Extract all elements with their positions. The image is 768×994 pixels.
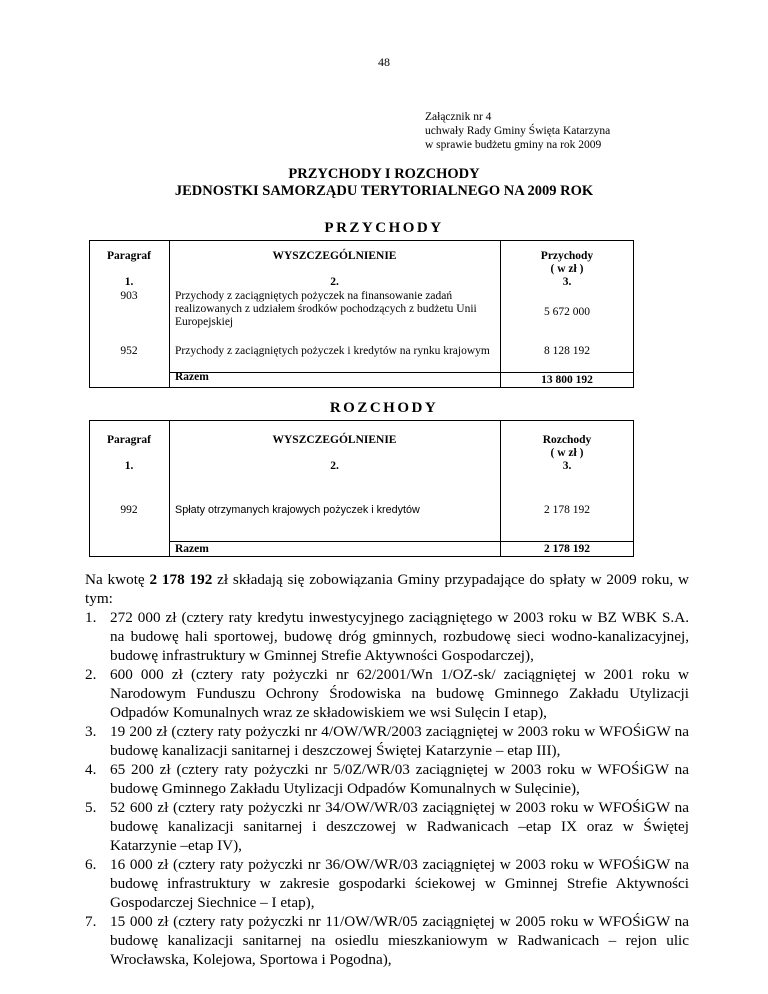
- income-col-amount-unit: ( w zł ): [550, 263, 584, 275]
- expense-col-paragraf: Paragraf: [106, 434, 152, 446]
- list-item: 1. 272 000 zł (cztery raty kredytu inwestycyjnego zaciągniętego w 2003 roku w BZ WBK S.A. na budowę hali sportowej, budowę dróg gminnych, rozbudowę sieci wodno-kanalizacyjnej, budowę infrastruktury w Gminnej Strefie Aktywności Gospodarczej),: [85, 609, 689, 664]
- income-total-label: Razem: [175, 371, 209, 383]
- document-title-line-1: PRZYCHODY I ROZCHODY: [288, 166, 480, 182]
- income-row-amount: 8 128 192: [544, 345, 590, 357]
- income-row-amount: 5 672 000: [544, 306, 590, 318]
- intro-paragraph: Na kwotę 2 178 192 zł składają się zobowiązania Gminy przypadające do spłaty w 2009 roku, w tym:: [85, 571, 689, 607]
- list-item: 7. 15 000 zł (cztery raty pożyczki nr 11/OW/WR/05 zaciągniętej w 2005 roku w WFOŚiGW na budowę kanalizacji sanitarnej na osiedlu mieszkaniowym w Radwanicach – rejon ulic Wrocławska, Kolejowa, Sportowa i Pogodna),: [85, 913, 689, 968]
- income-row-paragraf: 903: [120, 290, 138, 302]
- annex-note: [425, 110, 610, 152]
- list-item: 6. 16 000 zł (cztery raty pożyczki nr 36/OW/WR/03 zaciągniętej w 2003 roku w WFOŚiGW na budowę infrastruktury w zakresie gospodarki ściekowej w Gminnej Strefie Aktywności Gospodarczej Siechnice – I etap),: [85, 856, 689, 911]
- annex-line-1: Załącznik nr 4: [425, 111, 492, 123]
- income-num-2: 2.: [330, 276, 339, 288]
- expense-total-label: Razem: [175, 543, 209, 555]
- income-col-desc: WYSZCZEGÓLNIENIE: [272, 250, 397, 262]
- income-row-desc: Przychody z zaciągniętych pożyczek i kredytów na rynku krajowym: [175, 345, 490, 357]
- expense-col-amount: Rozchody: [542, 434, 592, 446]
- body-text: [85, 570, 689, 969]
- expense-col-desc: WYSZCZEGÓLNIENIE: [272, 434, 397, 446]
- expense-heading: ROZCHODY: [329, 400, 439, 416]
- income-row-desc: Przychody z zaciągniętych pożyczek na finansowanie zadań realizowanych z udziałem środków pochodzących z budżetu Unii Europejskiej: [175, 290, 477, 328]
- income-num-1: 1.: [124, 276, 134, 288]
- income-row-paragraf: 952: [120, 345, 138, 357]
- expense-row-paragraf: 992: [120, 504, 138, 516]
- income-num-3: 3.: [562, 276, 572, 288]
- list-item: 2. 600 000 zł (cztery raty pożyczki nr 62/2001/Wn 1/OZ-sk/ zaciągniętej w 2001 roku w Narodowym Funduszu Ochrony Środowiska na budowę Gminnego Zakładu Utylizacji Odpadów Komunalnych wraz ze składowiskiem we wsi Sulęcin I etap),: [85, 666, 689, 721]
- document-title-line-2: JEDNOSTKI SAMORZĄDU TERYTORIALNEGO NA 2009 ROK: [174, 183, 594, 199]
- expense-col-amount-unit: ( w zł ): [550, 447, 584, 459]
- list-item: 3. 19 200 zł (cztery raty pożyczki nr 4/OW/WR/2003 zaciągniętej w 2003 roku w WFOŚiGW na budowę kanalizacji sanitarnej i deszczowej Świętej Katarzynie – etap III),: [85, 723, 689, 759]
- annex-line-3: w sprawie budżetu gminy na rok 2009: [425, 139, 602, 151]
- expense-table: [89, 420, 634, 557]
- expense-total-amount: 2 178 192: [544, 543, 590, 555]
- annex-line-2: uchwały Rady Gminy Święta Katarzyna: [425, 125, 611, 137]
- expense-row-amount: 2 178 192: [544, 504, 590, 516]
- income-heading: PRZYCHODY: [324, 220, 444, 236]
- expense-num-2: 2.: [330, 460, 339, 472]
- intro-amount: 2 178 192: [149, 571, 213, 588]
- expense-row-desc: Spłaty otrzymanych krajowych pożyczek i kredytów: [175, 504, 420, 516]
- income-total-amount: 13 800 192: [541, 374, 593, 386]
- expense-num-3: 3.: [562, 460, 572, 472]
- income-table: [89, 240, 634, 388]
- page-number: 48: [378, 55, 390, 69]
- list-item: 5. 52 600 zł (cztery raty pożyczki nr 34/OW/WR/03 zaciągniętej w 2003 roku w WFOŚiGW na budowę kanalizacji sanitarnej i deszczowej w Radwanicach –etap IX oraz w Świętej Katarzynie –etap IV),: [85, 799, 689, 854]
- expense-num-1: 1.: [124, 460, 134, 472]
- income-col-amount: Przychody: [540, 250, 594, 262]
- list-item: 4. 65 200 zł (cztery raty pożyczki nr 5/0Z/WR/03 zaciągniętej w 2003 roku w WFOŚiGW na budowę Gminnego Zakładu Utylizacji Odpadów Komunalnych w Sulęcinie),: [85, 761, 689, 797]
- income-col-paragraf: Paragraf: [106, 250, 152, 262]
